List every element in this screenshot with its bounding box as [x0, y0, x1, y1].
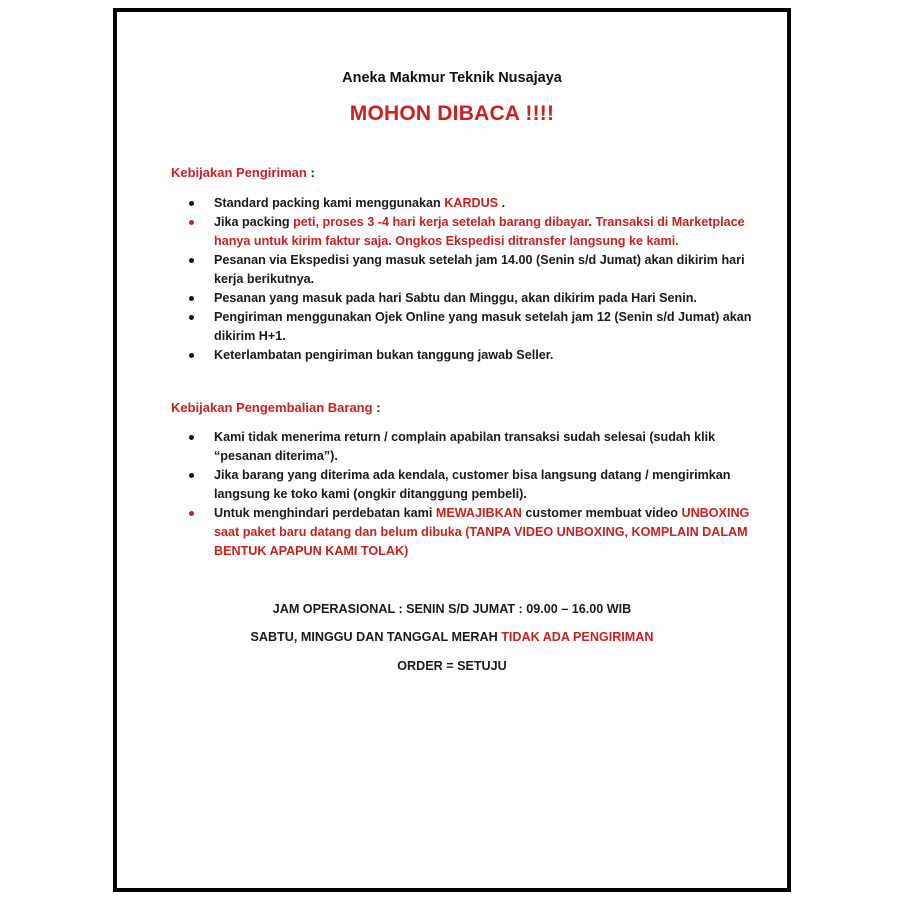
shipping-item-6-text: Keterlambatan pengiriman bukan tanggung jawab Seller. [214, 348, 554, 362]
order-agreement: ORDER = SETUJU [397, 659, 507, 673]
weekend-notice [117, 630, 787, 644]
return-item-3-after: customer membuat video [521, 506, 682, 520]
shipping-policy-heading-colon: : [306, 165, 315, 180]
return-policy-heading [171, 400, 381, 415]
return-policy-heading-text: Kebijakan Pengembalian Barang [171, 400, 373, 415]
shipping-item-2-highlight2: Transaksi di Marketplace hanya untuk kirim faktur saja. Ongkos Ekspedisi ditransfer langsung ke kami. [214, 215, 745, 248]
shipping-policy-heading-text: Kebijakan Pengiriman [171, 165, 307, 180]
return-item-1-text: Kami tidak menerima return / complain apabilan transaksi sudah selesai (sudah klik “pesanan diterima”). [214, 430, 716, 463]
return-item-1 [171, 428, 761, 466]
shipping-policy-list [171, 194, 761, 365]
return-item-3-highlight2: UNBOXING saat paket baru datang dan belum dibuka (TANPA VIDEO UNBOXING, KOMPLAIN DALAM BENTUK APAPUN KAMI TOLAK) [214, 506, 750, 558]
notice-sheet [113, 8, 791, 892]
shipping-item-1-highlight: KARDUS [444, 196, 499, 210]
shipping-item-3 [171, 251, 761, 289]
return-item-3-highlight: MEWAJIBKAN [435, 506, 522, 520]
weekend-notice-red: TIDAK ADA PENGIRIMAN [501, 630, 654, 644]
shipping-item-2 [171, 213, 761, 251]
notice-title: MOHON DIBACA !!!! [349, 102, 555, 125]
shipping-item-4-text: Pesanan yang masuk pada hari Sabtu dan Minggu, akan dikirim pada Hari Senin. [214, 291, 697, 305]
shipping-item-1 [171, 194, 761, 213]
weekend-notice-prefix: SABTU, MINGGU DAN TANGGAL MERAH [250, 630, 502, 644]
shipping-item-5-text: Pengiriman menggunakan Ojek Online yang masuk setelah jam 12 (Senin s/d Jumat) akan dikirim H+1. [214, 310, 752, 343]
shipping-item-5 [171, 308, 761, 346]
return-item-2 [171, 466, 761, 504]
return-item-2-text: Jika barang yang diterima ada kendala, customer bisa langsung datang / mengirimkan langsung ke toko kami (ongkir ditanggung pembeli). [214, 468, 731, 501]
operating-hours: JAM OPERASIONAL : SENIN S/D JUMAT : 09.00 – 16.00 WIB [272, 602, 632, 616]
shipping-item-1-after: . [498, 196, 506, 210]
shipping-item-2-text: Jika packing [214, 215, 294, 229]
return-policy-heading-colon: : [372, 400, 381, 415]
shipping-policy-heading [171, 165, 315, 180]
return-item-3 [171, 504, 761, 561]
shipping-item-1-text: Standard packing kami menggunakan [214, 196, 445, 210]
shipping-item-4 [171, 289, 761, 308]
shipping-item-3-text: Pesanan via Ekspedisi yang masuk setelah jam 14.00 (Senin s/d Jumat) akan dikirim hari kerja berikutnya. [214, 253, 745, 286]
shipping-item-2-after: . [588, 215, 596, 229]
store-name: Aneka Makmur Teknik Nusajaya [342, 70, 562, 86]
return-policy-list [171, 428, 761, 561]
shipping-item-6 [171, 346, 761, 365]
shipping-item-2-highlight: peti, proses 3 -4 hari kerja setelah barang dibayar [293, 215, 589, 229]
return-item-3-text: Untuk menghindari perdebatan kami [214, 506, 436, 520]
